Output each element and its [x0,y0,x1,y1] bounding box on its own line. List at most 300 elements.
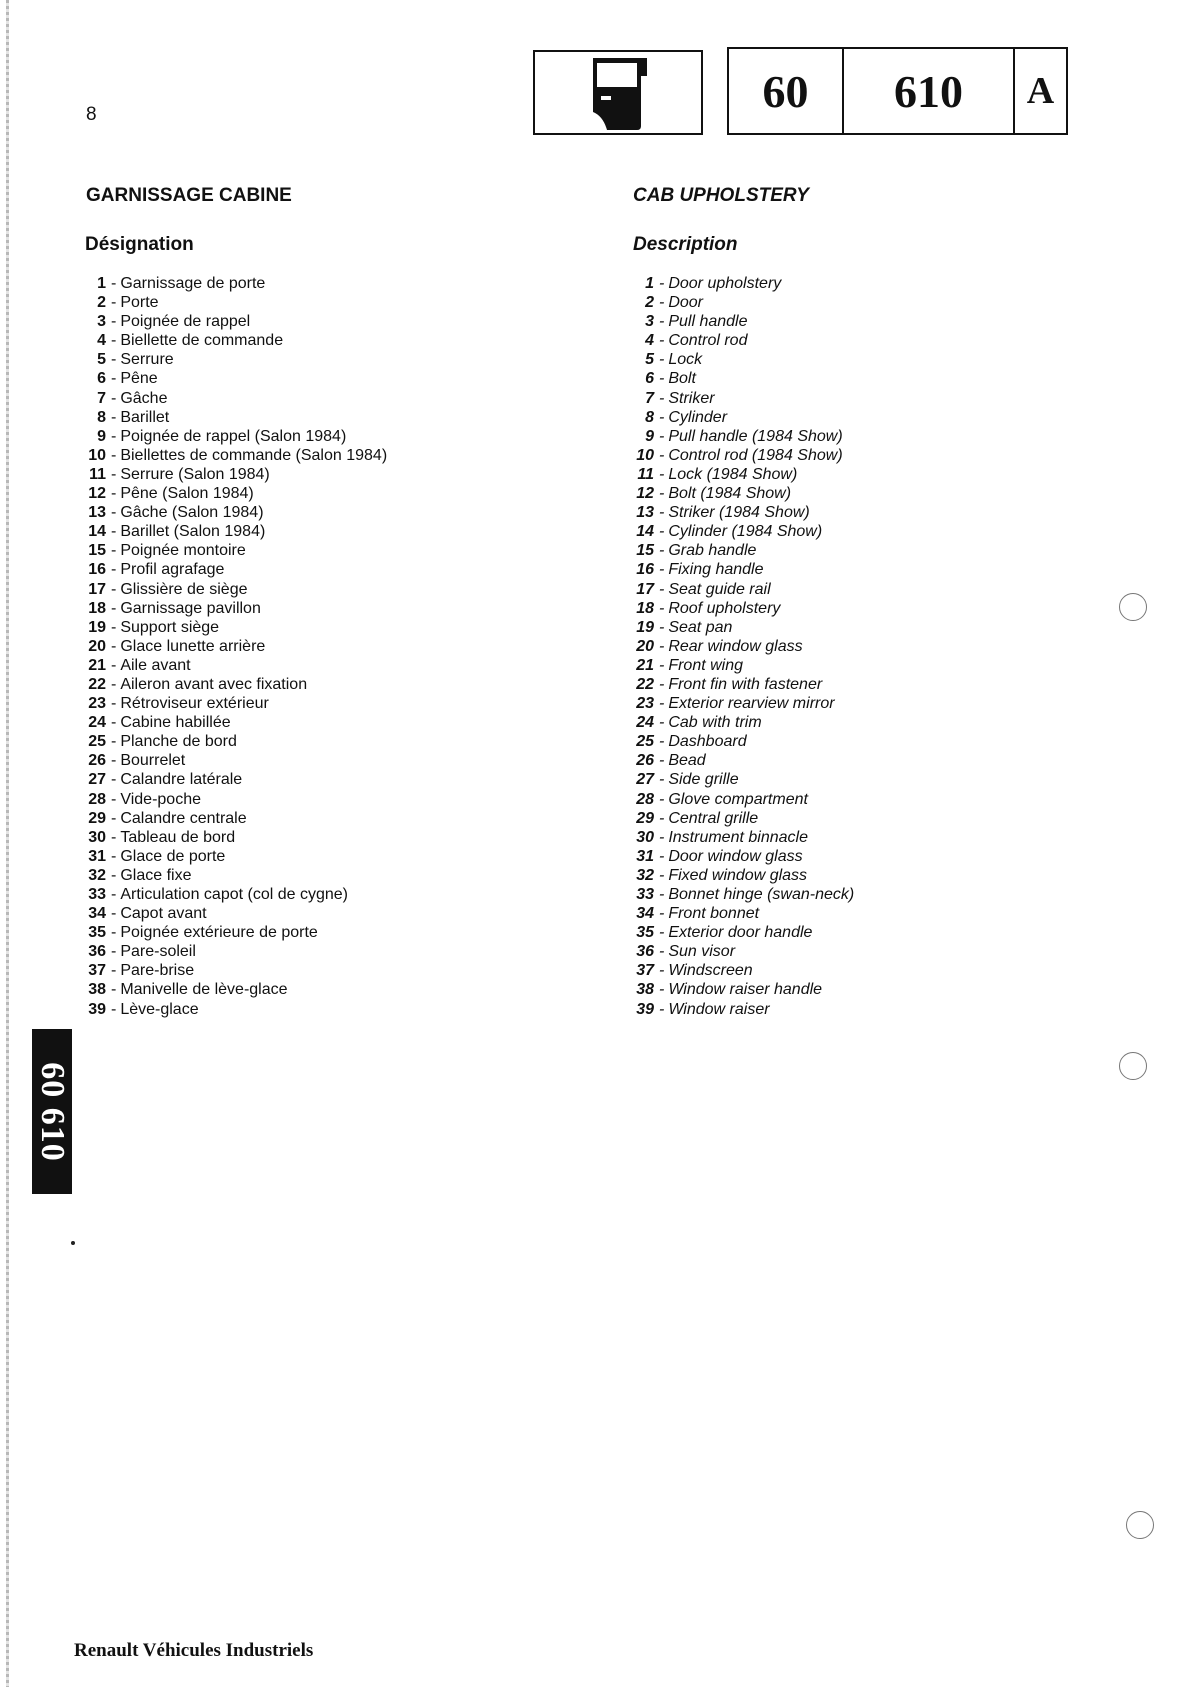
item-separator: - [111,370,117,388]
list-item [630,809,854,828]
item-separator: - [659,618,665,636]
item-number: 32 [88,866,106,884]
item-label: Side grille [668,771,739,789]
list-item [82,713,387,732]
item-number: 2 [97,294,106,312]
list-item [82,389,387,408]
item-number: 25 [636,733,654,751]
list-item [82,732,387,751]
item-separator: - [111,408,117,426]
list-item [630,770,854,789]
cab-icon-box [533,50,703,135]
item-separator: - [111,542,117,560]
item-separator: - [111,332,117,350]
item-label: Calandre centrale [120,809,247,827]
item-separator: - [111,809,117,827]
item-separator: - [659,714,665,732]
list-item [82,331,387,350]
item-label: Cylinder [668,408,728,426]
page-number: 8 [86,104,97,125]
item-separator: - [111,561,117,579]
list-item [82,350,387,369]
item-number: 25 [88,733,106,751]
truck-cab-icon [589,56,651,132]
item-label: Articulation capot (col de cygne) [120,886,348,903]
list-item [630,866,854,885]
item-separator: - [659,542,665,560]
item-separator: - [111,1000,117,1018]
item-number: 31 [88,847,106,865]
item-label: Profil agrafage [120,561,225,579]
item-label: Lock (1984 Show) [668,465,798,483]
item-number: 29 [636,809,654,827]
list-item [82,980,387,999]
item-separator: - [111,675,117,693]
item-separator: - [111,465,117,483]
list-item [630,293,854,312]
item-number: 26 [636,752,654,770]
item-separator: - [111,427,117,445]
list-item [82,580,387,599]
item-number: 19 [636,618,654,636]
item-label: Serrure [120,351,174,369]
item-separator: - [111,389,117,407]
item-label: Bead [668,752,706,770]
item-label: Aileron avant avec fixation [120,675,308,693]
item-number: 15 [636,542,654,560]
section-code: 610 [844,49,1015,133]
item-number: 27 [636,771,654,789]
item-separator: - [111,618,117,636]
list-item [630,599,854,618]
item-number: 24 [88,714,106,732]
list-item [630,350,854,369]
list-item [82,809,387,828]
item-label: Pêne [120,370,158,388]
item-label: Planche de bord [120,733,237,751]
list-item [82,847,387,866]
scan-edge-line [6,0,9,1687]
item-separator: - [111,275,117,292]
item-separator: - [111,656,117,674]
item-number: 20 [88,637,106,655]
item-number: 16 [88,561,106,579]
item-number: 33 [636,886,654,903]
item-number: 2 [645,294,654,312]
punch-hole-icon [1119,1052,1147,1080]
list-item [630,369,854,388]
item-label: Control rod (1984 Show) [668,446,843,464]
item-number: 13 [88,504,106,522]
list-item [82,465,387,484]
french-title: GARNISSAGE CABINE [86,185,292,206]
item-separator: - [111,905,117,923]
item-number: 29 [88,809,106,827]
list-item [82,828,387,847]
item-number: 16 [636,561,654,579]
item-separator: - [111,790,117,808]
list-item [630,942,854,961]
item-separator: - [659,886,665,903]
item-number: 17 [636,580,654,598]
item-label: Tableau de bord [120,828,236,846]
list-item [82,503,387,522]
item-separator: - [659,599,665,617]
item-number: 36 [636,943,654,961]
list-item [630,465,854,484]
list-item [630,1000,854,1019]
list-item [82,656,387,675]
item-separator: - [111,523,117,541]
item-number: 17 [88,580,106,598]
revision-code: A [1026,70,1055,112]
item-separator: - [659,771,665,789]
item-label: Pêne (Salon 1984) [120,485,254,503]
item-number: 37 [636,962,654,980]
list-item [630,847,854,866]
item-label: Front fin with fastener [668,675,823,693]
item-label: Roof upholstery [668,599,781,617]
item-label: Front bonnet [668,905,760,923]
item-label: Lève-glace [120,1000,199,1018]
french-column-title: Désignation [85,234,194,255]
section-code-box [727,47,1068,135]
list-item [630,503,854,522]
item-number: 4 [645,332,654,350]
item-number: 34 [636,905,654,923]
list-item [630,389,854,408]
item-separator: - [659,637,665,655]
item-number: 30 [88,828,106,846]
list-item [82,790,387,809]
item-number: 3 [97,313,106,331]
item-label: Door [668,294,704,312]
scan-speck [71,1241,75,1245]
item-label: Cylinder (1984 Show) [668,523,823,541]
list-item [82,427,387,446]
list-item [82,293,387,312]
item-label: Biellettes de commande (Salon 1984) [120,446,388,464]
item-number: 1 [97,275,106,292]
item-separator: - [111,752,117,770]
item-separator: - [111,962,117,980]
list-item [630,446,854,465]
item-label: Poignée de rappel [120,313,251,331]
item-number: 32 [636,866,654,884]
item-label: Glace lunette arrière [120,637,266,655]
item-label: Front wing [668,656,744,674]
list-item [82,618,387,637]
list-item [82,522,387,541]
item-number: 33 [88,886,106,903]
list-item [630,560,854,579]
item-label: Aile avant [120,656,191,674]
item-separator: - [111,485,117,503]
item-number: 13 [636,504,654,522]
item-label: Support siège [120,618,220,636]
list-item [82,446,387,465]
item-number: 3 [645,313,654,331]
punch-hole-icon [1126,1511,1154,1539]
item-label: Capot avant [120,905,207,923]
item-label: Windscreen [668,962,753,980]
item-separator: - [111,828,117,846]
item-separator: - [659,790,665,808]
item-label: Bonnet hinge (swan-neck) [668,886,855,903]
item-number: 5 [645,351,654,369]
item-separator: - [659,427,665,445]
item-label: Pull handle (1984 Show) [668,427,843,445]
item-separator: - [111,695,117,713]
item-number: 22 [88,675,106,693]
item-separator: - [111,313,117,331]
item-separator: - [659,828,665,846]
item-label: Glace fixe [120,866,192,884]
item-number: 15 [88,542,106,560]
list-item [82,560,387,579]
item-separator: - [659,733,665,751]
list-item [630,427,854,446]
item-separator: - [659,1000,665,1018]
item-label: Fixing handle [668,561,764,579]
item-label: Pare-soleil [120,943,196,961]
item-number: 21 [88,656,106,674]
list-item [630,732,854,751]
item-label: Garnissage de porte [120,275,266,292]
item-number: 7 [97,389,106,407]
item-separator: - [659,962,665,980]
item-number: 30 [636,828,654,846]
item-separator: - [111,351,117,369]
item-number: 23 [636,695,654,713]
footer-company: Renault Véhicules Industriels [74,1640,314,1661]
item-number: 26 [88,752,106,770]
english-column-title: Description [633,234,738,255]
item-separator: - [111,981,117,999]
item-separator: - [111,771,117,789]
list-item [630,312,854,331]
item-number: 5 [97,351,106,369]
item-label: Striker [668,389,715,407]
item-label: Instrument binnacle [668,828,808,846]
item-separator: - [659,370,665,388]
item-separator: - [659,523,665,541]
item-number: 28 [88,790,106,808]
item-number: 22 [636,675,654,693]
item-separator: - [659,656,665,674]
list-item [82,369,387,388]
item-separator: - [659,809,665,827]
list-item [630,790,854,809]
item-separator: - [111,580,117,598]
side-tab-label: 60 610 [34,1061,71,1162]
list-item [630,331,854,350]
item-label: Central grille [668,809,759,827]
item-label: Dashboard [668,733,747,751]
item-number: 28 [636,790,654,808]
list-item [82,694,387,713]
item-separator: - [659,504,665,522]
item-separator: - [659,580,665,598]
item-number: 8 [645,408,654,426]
item-separator: - [659,924,665,942]
item-separator: - [111,866,117,884]
item-separator: - [659,313,665,331]
list-item [630,274,854,293]
list-item [630,522,854,541]
item-separator: - [659,847,665,865]
item-separator: - [659,294,665,312]
item-number: 21 [636,656,654,674]
item-separator: - [659,675,665,693]
item-separator: - [111,886,117,903]
item-separator: - [111,599,117,617]
item-separator: - [659,446,665,464]
item-label: Poignée extérieure de porte [120,924,318,942]
list-item [82,274,387,293]
item-label: Vide-poche [120,790,201,808]
item-number: 35 [88,924,106,942]
item-label: Biellette de commande [120,332,284,350]
list-item [82,1000,387,1019]
english-title: CAB UPHOLSTERY [633,185,809,206]
item-separator: - [659,866,665,884]
list-item [82,942,387,961]
item-number: 9 [97,427,106,445]
item-label: Sun visor [668,943,736,961]
item-separator: - [659,408,665,426]
list-item [630,713,854,732]
list-item [630,618,854,637]
item-number: 24 [636,714,654,732]
list-item [82,599,387,618]
list-item [630,541,854,560]
item-label: Gâche [120,389,168,407]
list-item [82,312,387,331]
item-label: Manivelle de lève-glace [120,981,288,999]
item-number: 10 [636,446,654,464]
item-label: Cabine habillée [120,714,231,732]
item-separator: - [659,275,665,292]
item-number: 8 [97,408,106,426]
item-label: Seat pan [668,618,733,636]
item-label: Poignée de rappel (Salon 1984) [120,427,347,445]
item-separator: - [659,905,665,923]
item-number: 35 [636,924,654,942]
item-label: Bourrelet [120,752,186,770]
list-item [630,904,854,923]
item-label: Serrure (Salon 1984) [120,465,270,483]
item-label: Porte [120,294,159,312]
item-separator: - [111,847,117,865]
item-number: 31 [636,847,654,865]
list-item [630,675,854,694]
item-number: 38 [88,981,106,999]
english-item-list [630,274,854,1019]
item-number: 18 [88,599,106,617]
item-separator: - [659,943,665,961]
item-separator: - [111,733,117,751]
item-label: Cab with trim [668,714,762,732]
item-number: 38 [636,981,654,999]
item-number: 19 [88,618,106,636]
list-item [82,408,387,427]
item-label: Pare-brise [120,962,195,980]
item-label: Gâche (Salon 1984) [120,504,264,522]
item-label: Glace de porte [120,847,226,865]
item-label: Exterior door handle [668,924,813,942]
item-label: Window raiser handle [668,981,823,999]
list-item [82,484,387,503]
item-label: Rear window glass [668,637,803,655]
item-separator: - [659,389,665,407]
item-separator: - [111,714,117,732]
list-item [630,408,854,427]
list-item [630,980,854,999]
list-item [630,694,854,713]
item-number: 23 [88,695,106,713]
item-label: Rétroviseur extérieur [120,695,269,713]
item-number: 6 [645,370,654,388]
item-label: Barillet [120,408,170,426]
item-number: 11 [89,465,106,483]
item-label: Poignée montoire [120,542,246,560]
item-number: 14 [636,523,654,541]
item-separator: - [659,695,665,713]
item-number: 9 [645,427,654,445]
item-label: Door window glass [668,847,803,865]
side-tab [32,1029,72,1194]
item-separator: - [111,637,117,655]
item-label: Bolt [668,370,696,388]
item-number: 36 [88,943,106,961]
item-label: Door upholstery [668,275,782,292]
item-separator: - [659,465,665,483]
list-item [82,637,387,656]
list-item [82,961,387,980]
item-label: Fixed window glass [668,866,808,884]
item-separator: - [111,294,117,312]
item-number: 12 [88,485,106,503]
item-separator: - [111,504,117,522]
item-number: 34 [88,905,106,923]
item-number: 39 [88,1000,106,1018]
item-separator: - [659,351,665,369]
list-item [82,866,387,885]
item-number: 11 [637,465,654,483]
item-label: Garnissage pavillon [120,599,261,617]
item-number: 14 [88,523,106,541]
item-label: Seat guide rail [668,580,771,598]
list-item [630,923,854,942]
list-item [82,675,387,694]
item-separator: - [659,752,665,770]
item-number: 39 [636,1000,654,1018]
item-label: Glove compartment [668,790,808,808]
item-separator: - [659,485,665,503]
item-separator: - [111,943,117,961]
list-item [82,751,387,770]
item-number: 10 [88,446,106,464]
item-label: Lock [668,351,703,369]
item-label: Window raiser [668,1000,770,1018]
list-item [82,541,387,560]
item-number: 4 [97,332,106,350]
list-item [630,580,854,599]
french-item-list [82,274,387,1019]
item-label: Grab handle [668,542,757,560]
item-number: 18 [636,599,654,617]
